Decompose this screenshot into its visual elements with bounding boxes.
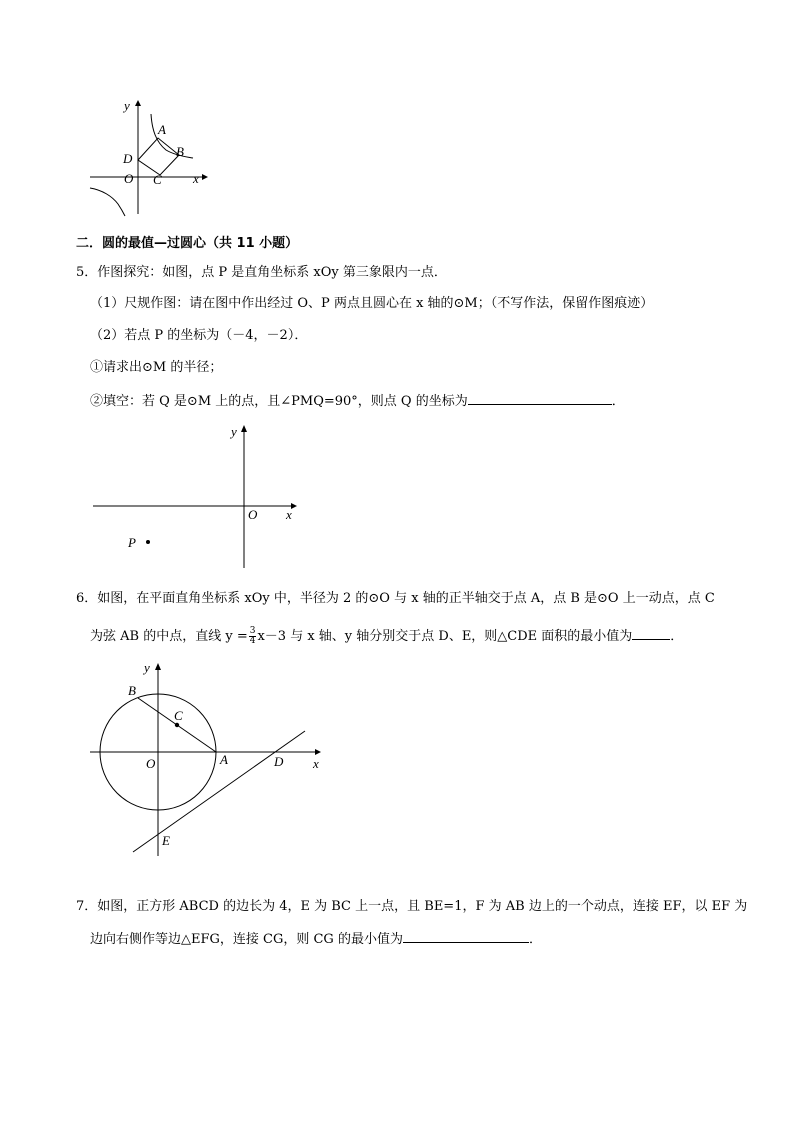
y-axis-arrow (241, 425, 247, 432)
q5-stem (76, 264, 447, 282)
q7-answer-blank[interactable] (403, 929, 529, 943)
x-axis-arrow (291, 503, 297, 509)
label-o: O (248, 507, 258, 522)
q6-line2-end: ． (670, 629, 684, 644)
label-c: C (153, 172, 162, 187)
section-heading: 二．圆的最值—过圆心（共 11 小题） (76, 236, 299, 251)
x-axis-arrow (315, 749, 321, 755)
q6-number: 6． (76, 591, 98, 606)
label-a: A (220, 752, 228, 767)
q6-line2-a: 为弦 AB 的中点，直线 y = (90, 629, 248, 644)
q6-line1 (76, 590, 715, 608)
label-x: x (193, 171, 199, 186)
label-p: P (128, 535, 136, 550)
q5-stem-text: 作图探究：如图，点 P 是直角坐标系 xOy 第三象限内一点． (97, 265, 447, 280)
fraction-numerator: 3 (249, 626, 256, 636)
label-y: y (144, 660, 150, 675)
y-axis-arrow (135, 100, 141, 106)
q5-answer-blank[interactable] (468, 391, 612, 405)
label-y: y (231, 424, 237, 439)
q7-number: 7． (76, 899, 98, 914)
q7-line2-text: 边向右侧作等边△EFG，连接 CG，则 CG 的最小值为 (90, 932, 403, 947)
hyperbola-branch-3 (90, 188, 125, 216)
fraction (249, 627, 257, 646)
q5-part2: （2）若点 P 的坐标为（－4，－2）． (90, 328, 308, 343)
fraction-denominator: 4 (249, 636, 256, 646)
label-x: x (286, 507, 292, 522)
label-c: C (174, 708, 183, 723)
q7-line1-text: 如图，正方形 ABCD 的边长为 4，E 为 BC 上一点，且 BE=1，F 为 AB 边上的一个动点，连接 EF，以 EF 为 (97, 899, 748, 914)
label-o: O (124, 171, 134, 186)
label-y: y (124, 98, 130, 113)
label-b: B (176, 144, 184, 159)
point-p (146, 540, 150, 544)
label-d: D (274, 754, 284, 769)
line-de (133, 731, 305, 852)
figure-hyperbola (80, 92, 220, 222)
q5-sub2 (90, 391, 625, 411)
q6-line1-text: 如图，在平面直角坐标系 xOy 中，半径为 2 的⊙O 与 x 轴的正半轴交于点 A，点 B 是⊙O 上一动点，点 C (97, 591, 715, 606)
q7-line2-end: ． (528, 932, 542, 947)
q6-line2-b: x－3 与 x 轴、y 轴分别交于点 D、E，则△CDE 面积的最小值为 (257, 629, 633, 644)
quadrilateral-abcd (138, 138, 179, 175)
label-o: O (146, 756, 156, 771)
label-d: D (123, 151, 133, 166)
label-b: B (128, 683, 136, 698)
q5-part1: （1）尺规作图：请在图中作出经过 O、P 两点且圆心在 x 轴的⊙M；（不写作法，保留作图痕迹） (90, 296, 654, 311)
label-a: A (158, 122, 166, 137)
x-axis-arrow (202, 174, 208, 180)
label-e: E (162, 833, 170, 848)
figure-q5 (88, 420, 308, 575)
q5-sub2-end: ． (611, 394, 625, 409)
q7-line1 (76, 898, 747, 916)
label-x: x (313, 756, 319, 771)
q5-number: 5． (76, 265, 98, 280)
point-c (175, 723, 179, 727)
y-axis-arrow (155, 663, 161, 670)
q7-line2 (90, 929, 542, 949)
q5-sub1: ①请求出⊙M 的半径； (90, 360, 223, 375)
q6-answer-blank[interactable] (632, 626, 670, 640)
q6-line2 (90, 626, 683, 646)
figure-q6 (86, 660, 331, 860)
q5-sub2-text: ②填空：若 Q 是⊙M 上的点，且∠PMQ=90°，则点 Q 的坐标为 (90, 394, 468, 409)
